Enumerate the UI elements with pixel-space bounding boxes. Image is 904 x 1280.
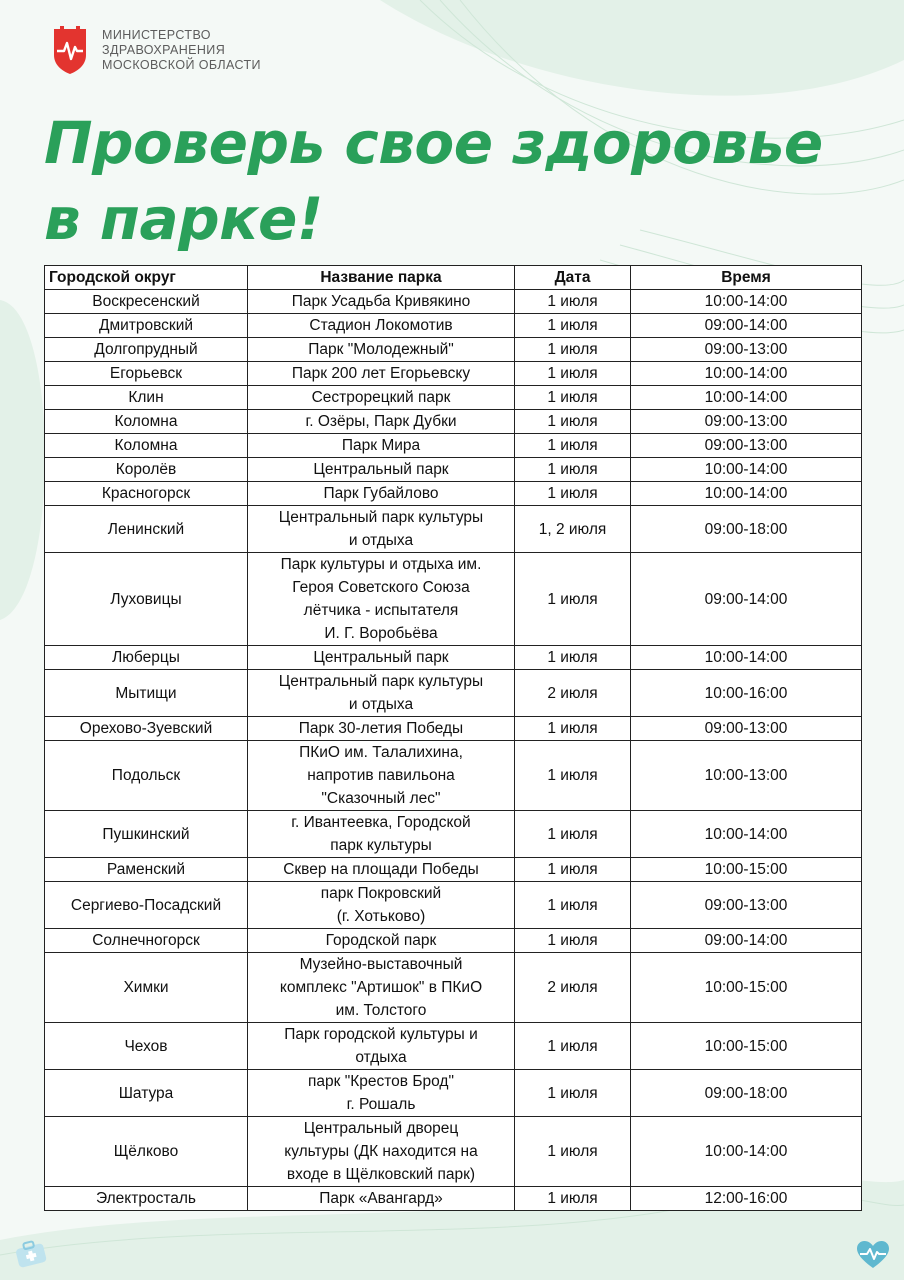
time-cell: 12:00-16:00 [631, 1187, 862, 1211]
table-body [45, 290, 862, 1211]
table-row [45, 386, 862, 410]
park-cell: Парк Губайлово [248, 482, 515, 506]
district-cell: Солнечногорск [45, 929, 248, 953]
park-cell: ПКиО им. Талалихина, напротив павильона "Сказочный лес" [248, 741, 515, 811]
district-cell: Коломна [45, 410, 248, 434]
table-row [45, 553, 862, 646]
date-cell: 2 июля [515, 670, 631, 717]
time-cell: 09:00-14:00 [631, 553, 862, 646]
page-title-line-2: в парке! [44, 185, 323, 253]
park-cell: г. Ивантеевка, Городской парк культуры [248, 811, 515, 858]
table-row [45, 434, 862, 458]
date-cell: 1 июля [515, 1117, 631, 1187]
time-cell: 09:00-13:00 [631, 717, 862, 741]
park-cell: Центральный дворец культуры (ДК находится на входе в Щёлковский парк) [248, 1117, 515, 1187]
first-aid-kit-icon [14, 1238, 48, 1268]
park-cell: Парк городской культуры и отдыха [248, 1023, 515, 1070]
ministry-name [102, 28, 261, 73]
date-cell: 1 июля [515, 882, 631, 929]
table-row [45, 314, 862, 338]
time-cell: 10:00-14:00 [631, 362, 862, 386]
district-cell: Пушкинский [45, 811, 248, 858]
district-cell: Егорьевск [45, 362, 248, 386]
date-cell: 1 июля [515, 338, 631, 362]
column-header-district: Городской округ [45, 266, 248, 290]
heart-pulse-icon [856, 1240, 890, 1270]
park-cell: парк "Крестов Брод" г. Рошаль [248, 1070, 515, 1117]
date-cell: 1 июля [515, 386, 631, 410]
time-cell: 10:00-14:00 [631, 646, 862, 670]
schedule-table [44, 265, 862, 1211]
district-cell: Раменский [45, 858, 248, 882]
district-cell: Мытищи [45, 670, 248, 717]
date-cell: 1 июля [515, 929, 631, 953]
table-row [45, 362, 862, 386]
district-cell: Коломна [45, 434, 248, 458]
table-row [45, 929, 862, 953]
table-row [45, 858, 862, 882]
park-cell: Центральный парк [248, 646, 515, 670]
time-cell: 10:00-14:00 [631, 1117, 862, 1187]
time-cell: 10:00-14:00 [631, 290, 862, 314]
table-row [45, 1187, 862, 1211]
date-cell: 1 июля [515, 290, 631, 314]
district-cell: Долгопрудный [45, 338, 248, 362]
district-cell: Дмитровский [45, 314, 248, 338]
table-row [45, 811, 862, 858]
time-cell: 09:00-14:00 [631, 314, 862, 338]
district-cell: Люберцы [45, 646, 248, 670]
park-cell: Парк "Молодежный" [248, 338, 515, 362]
park-cell: Городской парк [248, 929, 515, 953]
table-row [45, 290, 862, 314]
table-row [45, 646, 862, 670]
time-cell: 10:00-15:00 [631, 858, 862, 882]
time-cell: 10:00-14:00 [631, 811, 862, 858]
time-cell: 09:00-18:00 [631, 1070, 862, 1117]
date-cell: 1 июля [515, 858, 631, 882]
park-cell: Центральный парк [248, 458, 515, 482]
page-title [44, 105, 823, 257]
time-cell: 10:00-14:00 [631, 482, 862, 506]
time-cell: 09:00-18:00 [631, 506, 862, 553]
table-row [45, 717, 862, 741]
table-row [45, 741, 862, 811]
column-header-park: Название парка [248, 266, 515, 290]
park-cell: Парк Усадьба Кривякино [248, 290, 515, 314]
district-cell: Электросталь [45, 1187, 248, 1211]
park-cell: Парк 200 лет Егорьевску [248, 362, 515, 386]
table-row [45, 1070, 862, 1117]
table-row [45, 506, 862, 553]
park-cell: Стадион Локомотив [248, 314, 515, 338]
table-row [45, 953, 862, 1023]
district-cell: Луховицы [45, 553, 248, 646]
park-cell: Центральный парк культуры и отдыха [248, 506, 515, 553]
table-row [45, 882, 862, 929]
date-cell: 1 июля [515, 314, 631, 338]
time-cell: 09:00-13:00 [631, 882, 862, 929]
date-cell: 1 июля [515, 362, 631, 386]
time-cell: 09:00-14:00 [631, 929, 862, 953]
date-cell: 1 июля [515, 811, 631, 858]
column-header-time: Время [631, 266, 862, 290]
table-row [45, 1023, 862, 1070]
table-row [45, 1117, 862, 1187]
time-cell: 10:00-14:00 [631, 386, 862, 410]
district-cell: Воскресенский [45, 290, 248, 314]
park-cell: Музейно-выставочный комплекс "Артишок" в ПКиО им. Толстого [248, 953, 515, 1023]
time-cell: 10:00-15:00 [631, 953, 862, 1023]
date-cell: 2 июля [515, 953, 631, 1023]
time-cell: 10:00-15:00 [631, 1023, 862, 1070]
column-header-date: Дата [515, 266, 631, 290]
district-cell: Клин [45, 386, 248, 410]
district-cell: Королёв [45, 458, 248, 482]
ministry-logo [50, 25, 261, 75]
district-cell: Щёлково [45, 1117, 248, 1187]
park-cell: Сестрорецкий парк [248, 386, 515, 410]
date-cell: 1 июля [515, 717, 631, 741]
date-cell: 1 июля [515, 1023, 631, 1070]
park-cell: Парк 30-летия Победы [248, 717, 515, 741]
park-cell: Парк Мира [248, 434, 515, 458]
district-cell: Орехово-Зуевский [45, 717, 248, 741]
district-cell: Ленинский [45, 506, 248, 553]
time-cell: 09:00-13:00 [631, 434, 862, 458]
date-cell: 1 июля [515, 458, 631, 482]
table-row [45, 410, 862, 434]
date-cell: 1, 2 июля [515, 506, 631, 553]
district-cell: Красногорск [45, 482, 248, 506]
coat-of-arms-heartbeat-icon [50, 25, 90, 75]
park-cell: Парк культуры и отдыха им. Героя Советского Союза лётчика - испытателя И. Г. Воробьёва [248, 553, 515, 646]
date-cell: 1 июля [515, 553, 631, 646]
park-cell: Парк «Авангард» [248, 1187, 515, 1211]
date-cell: 1 июля [515, 741, 631, 811]
park-cell: Сквер на площади Победы [248, 858, 515, 882]
table-row [45, 482, 862, 506]
date-cell: 1 июля [515, 482, 631, 506]
time-cell: 09:00-13:00 [631, 338, 862, 362]
date-cell: 1 июля [515, 1187, 631, 1211]
district-cell: Сергиево-Посадский [45, 882, 248, 929]
table-row [45, 458, 862, 482]
table-header-row [45, 266, 862, 290]
district-cell: Шатура [45, 1070, 248, 1117]
ministry-name-line: МИНИСТЕРСТВО [102, 27, 211, 42]
ministry-name-line: МОСКОВСКОЙ ОБЛАСТИ [102, 57, 261, 72]
park-cell: г. Озёры, Парк Дубки [248, 410, 515, 434]
date-cell: 1 июля [515, 1070, 631, 1117]
district-cell: Чехов [45, 1023, 248, 1070]
park-cell: Центральный парк культуры и отдыха [248, 670, 515, 717]
park-cell: парк Покровский (г. Хотьково) [248, 882, 515, 929]
time-cell: 10:00-16:00 [631, 670, 862, 717]
district-cell: Химки [45, 953, 248, 1023]
time-cell: 10:00-14:00 [631, 458, 862, 482]
time-cell: 10:00-13:00 [631, 741, 862, 811]
date-cell: 1 июля [515, 646, 631, 670]
ministry-name-line: ЗДРАВОХРАНЕНИЯ [102, 42, 226, 57]
table-row [45, 670, 862, 717]
date-cell: 1 июля [515, 410, 631, 434]
date-cell: 1 июля [515, 434, 631, 458]
district-cell: Подольск [45, 741, 248, 811]
page-title-line-1: Проверь свое здоровье [44, 109, 823, 177]
time-cell: 09:00-13:00 [631, 410, 862, 434]
table-row [45, 338, 862, 362]
